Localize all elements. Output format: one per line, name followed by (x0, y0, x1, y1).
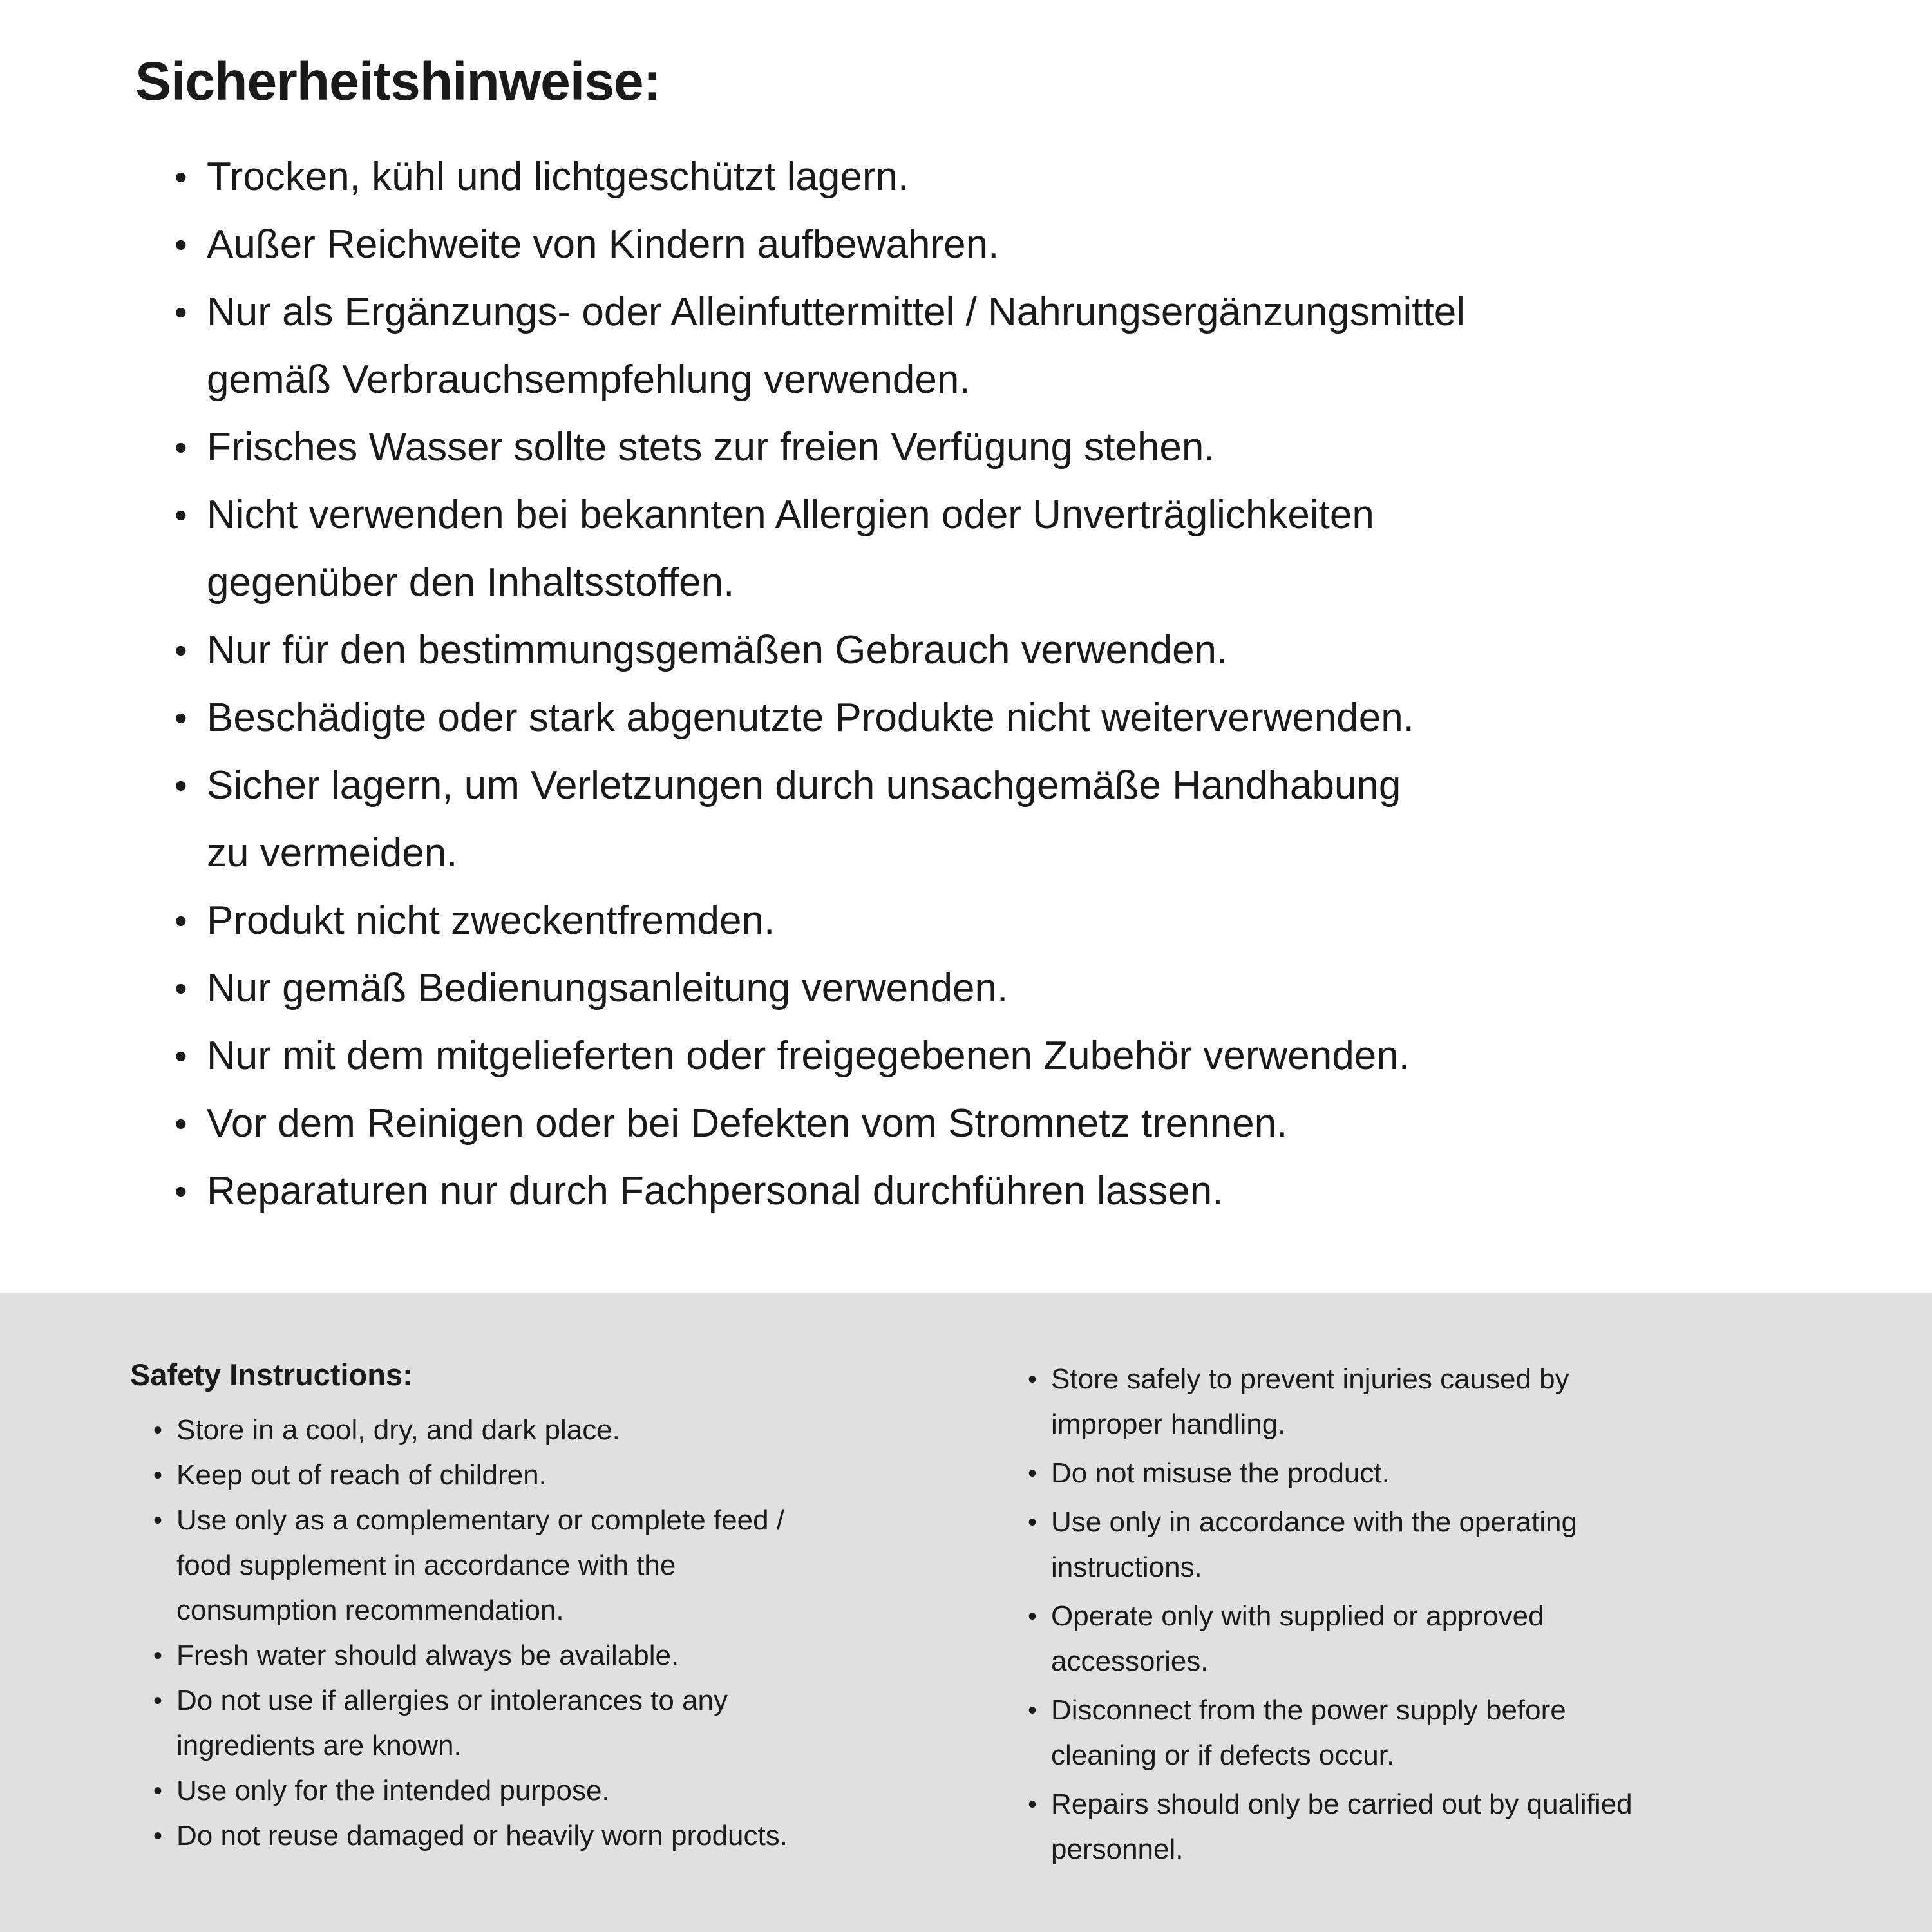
list-item-line: food supplement in accordance with the (176, 1549, 676, 1581)
english-safety-list-right (1028, 1357, 1907, 1872)
list-item-line: • Operate only with supplied or approved (1051, 1600, 1544, 1632)
list-item-line: • Do not use if allergies or intolerances to any (176, 1685, 728, 1716)
list-item-line: • Do not misuse the product. (1051, 1457, 1390, 1489)
list-item (1028, 1357, 1907, 1447)
list-item (169, 1157, 1870, 1225)
list-item (169, 954, 1870, 1022)
list-item-line: • Trocken, kühl und lichtgeschützt lagern. (207, 155, 909, 199)
list-item-line: • Use only as a complementary or complete feed / (176, 1504, 785, 1536)
list-item-line: • Beschädigte oder stark abgenutzte Produkte nicht weiterverwenden. (207, 696, 1414, 740)
english-left-column (130, 1357, 993, 1859)
list-item-line: • Store in a cool, dry, and dark place. (176, 1414, 620, 1446)
english-safety-list-left (153, 1408, 990, 1859)
list-item-line: • Store safely to prevent injuries caused by (1051, 1363, 1569, 1395)
list-item (169, 481, 1870, 616)
list-item (1028, 1451, 1907, 1496)
list-item (1028, 1500, 1907, 1590)
list-item-line: • Repairs should only be carried out by qualified (1051, 1788, 1633, 1820)
list-item-line: • Nur als Ergänzungs- oder Alleinfuttermittel / Nahrungsergänzungsmittel (207, 290, 1465, 334)
list-item-line: personnel. (1051, 1833, 1184, 1865)
list-item-line: accessories. (1051, 1645, 1209, 1677)
list-item-line: • Use only for the intended purpose. (176, 1775, 610, 1806)
list-item-line: gemäß Verbrauchsempfehlung verwenden. (207, 357, 971, 402)
list-item-line: • Fresh water should always be available. (176, 1640, 679, 1671)
list-item (1028, 1594, 1907, 1684)
list-item-line: • Disconnect from the power supply before (1051, 1694, 1566, 1726)
list-item (169, 1090, 1870, 1157)
list-item-line: • Use only in accordance with the operating (1051, 1506, 1577, 1538)
list-item-line: improper handling. (1051, 1408, 1286, 1440)
list-item (153, 1633, 990, 1678)
list-item-line: zu vermeiden. (207, 831, 458, 875)
list-item (169, 616, 1870, 684)
list-item-line: • Do not reuse damaged or heavily worn products. (176, 1820, 788, 1852)
list-item (169, 887, 1870, 954)
list-item-line: consumption recommendation. (176, 1595, 564, 1626)
list-item (153, 1678, 990, 1768)
list-item-line: • Nicht verwenden bei bekannten Allergien oder Unverträglichkeiten (207, 493, 1374, 537)
english-section-title: Safety Instructions: (130, 1358, 413, 1392)
list-item (169, 684, 1870, 752)
list-item (169, 413, 1870, 481)
list-item-line: instructions. (1051, 1551, 1202, 1583)
list-item (169, 278, 1870, 413)
list-item (169, 143, 1870, 211)
english-right-column (1028, 1357, 1907, 1876)
list-item-line: • Sicher lagern, um Verletzungen durch unsachgemäße Handhabung (207, 763, 1401, 808)
german-safety-list (169, 143, 1870, 1225)
list-item-line: • Produkt nicht zweckentfremden. (207, 898, 775, 943)
list-item (153, 1498, 990, 1633)
list-item (153, 1768, 990, 1814)
list-item (169, 752, 1870, 887)
list-item-line: • Nur mit dem mitgelieferten oder freigegebenen Zubehör verwenden. (207, 1034, 1410, 1078)
list-item-line: • Außer Reichweite von Kindern aufbewahren. (207, 222, 999, 267)
list-item-line: • Nur gemäß Bedienungsanleitung verwenden. (207, 966, 1009, 1010)
list-item-line: • Keep out of reach of children. (176, 1459, 547, 1491)
list-item (153, 1408, 990, 1453)
list-item-line: cleaning or if defects occur. (1051, 1739, 1395, 1771)
list-item (1028, 1782, 1907, 1872)
list-item-line: • Frisches Wasser sollte stets zur freien Verfügung stehen. (207, 425, 1215, 469)
list-item-line: • Vor dem Reinigen oder bei Defekten vom Stromnetz trennen. (207, 1101, 1288, 1146)
list-item-line: gegenüber den Inhaltsstoffen. (207, 560, 735, 605)
list-item (153, 1453, 990, 1498)
list-item (153, 1814, 990, 1859)
english-section-panel (0, 1293, 1932, 1932)
list-item-line: • Reparaturen nur durch Fachpersonal durchführen lassen. (207, 1169, 1224, 1213)
list-item (169, 211, 1870, 278)
german-section-title: Sicherheitshinweise: (135, 51, 661, 111)
list-item-line: • Nur für den bestimmungsgemäßen Gebrauch verwenden. (207, 628, 1228, 672)
list-item-line: ingredients are known. (176, 1730, 462, 1761)
list-item (1028, 1688, 1907, 1778)
list-item (169, 1022, 1870, 1090)
